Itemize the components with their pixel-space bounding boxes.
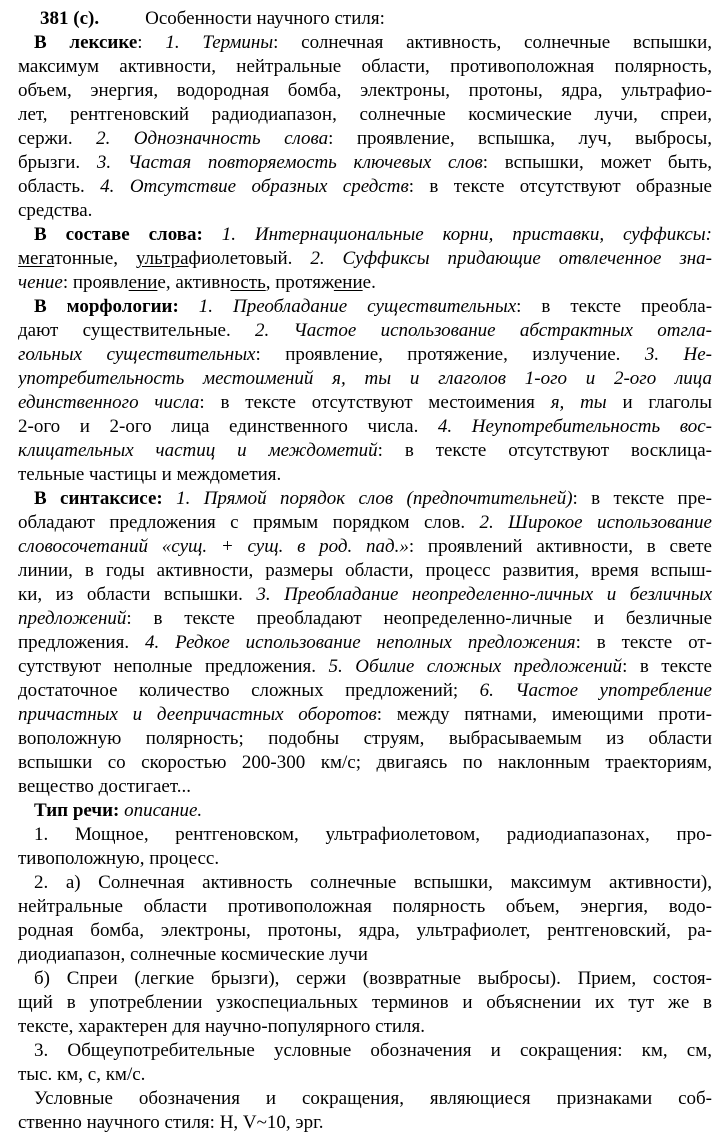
text-line [18, 607, 712, 631]
text: достаточное количество сложных предложений; [18, 680, 480, 701]
text: тексте, характерен для научно-популярного стиля. [18, 1016, 426, 1037]
italic-text: причастных и деепричастных оборотов [18, 704, 377, 725]
bold-text: 381 (с). [40, 8, 100, 29]
text: тельные частицы и междометия. [18, 464, 282, 485]
text-line [18, 487, 712, 511]
text: : проявл [62, 272, 129, 293]
text-line [18, 103, 712, 127]
text: 3. Общеупотребительные условные обозначения и сокращения: км, см, [34, 1040, 712, 1061]
underlined-text: ультра [135, 248, 189, 269]
bold-text: В морфологии: [34, 296, 179, 317]
text: е, активн [157, 272, 231, 293]
text: ки, из области вспышки. [18, 584, 257, 605]
text-line [18, 559, 712, 583]
text: тонные, [54, 248, 136, 269]
italic-text: гольных существительных [18, 344, 256, 365]
text-line [18, 799, 712, 823]
text: : в тексте отсутствуют местоимения [199, 392, 551, 413]
syntax-paragraph [18, 487, 712, 799]
text-line [18, 127, 712, 151]
text-line [18, 943, 712, 967]
text-line [18, 1039, 712, 1063]
italic-text: 6. Частое употребление [479, 680, 712, 701]
text-line [18, 535, 712, 559]
text: : солнечная активность, солнечные вспышки, [273, 32, 712, 53]
underlined-text: ени [128, 272, 158, 293]
text-line [18, 343, 712, 367]
text-line [18, 583, 712, 607]
text-line [18, 631, 712, 655]
text: воположную полярность; подобны струям, выбрасываемым из области [18, 728, 712, 749]
text: 2-ого и 2-ого лица единственного числа. [18, 416, 438, 437]
italic-text: 3. Не- [644, 344, 712, 365]
text-line [18, 703, 712, 727]
header-line [18, 7, 712, 31]
italic-text: 5. Обилие сложных предложений [328, 656, 623, 677]
text: : в тексте отсутствуют образные [408, 176, 712, 197]
text: сутствуют неполные предложения. [18, 656, 329, 677]
text [203, 224, 222, 245]
text: лет, рентгеновский радиодиапазон, солнечные космические лучи, спреи, [18, 104, 712, 125]
text: линии, в годы активности, размеры области, процесс развития, время вспыш- [18, 560, 712, 581]
text [179, 296, 199, 317]
bold-text: В синтаксисе: [34, 488, 163, 509]
text-line [18, 367, 712, 391]
notation-paragraph [18, 1087, 712, 1135]
text-line [18, 199, 712, 223]
text: : проявление, вспышка, луч, выбросы, [328, 128, 712, 149]
text-line [18, 895, 712, 919]
text-line [18, 823, 712, 847]
text: вспышки со скоростью 200-300 км/с; двигаясь по наклонным траекториям, [18, 752, 712, 773]
italic-text: 1. Преобладание существительных [198, 296, 517, 317]
speech-type-paragraph [18, 799, 712, 823]
text: область. [18, 176, 101, 197]
text-line [18, 31, 712, 55]
text-line [18, 511, 712, 535]
text-line [18, 55, 712, 79]
text-line [18, 295, 712, 319]
italic-text: единственного числа [18, 392, 200, 413]
text-line [18, 319, 712, 343]
text-line [18, 1063, 712, 1087]
bold-text: Тип речи: [34, 800, 120, 821]
underlined-text: ени [333, 272, 363, 293]
answer-1-paragraph [18, 823, 712, 871]
text-line [18, 439, 712, 463]
text: брызги. [18, 152, 97, 173]
lexis-paragraph [18, 31, 712, 223]
italic-text: 1. Термины [165, 32, 274, 53]
text: 2. а) Солнечная активность солнечные вспышки, максимум активности), [34, 872, 712, 893]
italic-text: 4. Неупотребительность вос- [437, 416, 712, 437]
text: ственно научного стиля: Н, V~10, эрг. [18, 1112, 324, 1133]
text: : в тексте преобладают неопределенно-личные и безличные [126, 608, 712, 629]
text: Особенности научного стиля: [145, 8, 385, 29]
text: нейтральные области противоположная полярность объем, энергия, водо- [18, 896, 712, 917]
text-line [18, 247, 712, 271]
italic-text: я, ты [550, 392, 607, 413]
underlined-text: мега [18, 248, 55, 269]
text: объем, энергия, водородная бомба, электроны, протоны, ядра, ультрафио- [18, 80, 712, 101]
answer-2b-paragraph [18, 967, 712, 1039]
text-line [18, 847, 712, 871]
text-line [18, 79, 712, 103]
text-line [18, 7, 712, 31]
text: обладают предложения с прямым порядком слов. [18, 512, 480, 533]
text: максимум активности, нейтральные области, противоположная полярность, [18, 56, 712, 77]
text-line [18, 1087, 712, 1111]
text: средства. [18, 200, 93, 221]
italic-text: предложений [18, 608, 127, 629]
italic-text: 1. Прямой порядок слов (предпочтительней) [176, 488, 573, 509]
italic-text: 2. Частое использование абстрактных отгла- [255, 320, 712, 341]
text: е. [362, 272, 376, 293]
answer-2a-paragraph [18, 871, 712, 967]
text: : вспышки, может быть, [482, 152, 712, 173]
text: : в тексте [622, 656, 712, 677]
text-line [18, 871, 712, 895]
bold-text: В составе слова: [34, 224, 203, 245]
text-line [18, 679, 712, 703]
text: : в тексте преобла- [516, 296, 712, 317]
text: вещество достигает... [18, 776, 191, 797]
text: б) Спреи (легкие брызги), сержи (возвратные выбросы). Прием, состоя- [34, 968, 712, 989]
text: : проявление, протяжение, излучение. [255, 344, 645, 365]
morphology-paragraph [18, 295, 712, 487]
text: : проявлений активности, в свете [408, 536, 712, 557]
text-line [18, 391, 712, 415]
bold-text: В лексике [34, 32, 138, 53]
text: родная бомба, электроны, протоны, ядра, ультрафиолет, рентгеновский, ра- [18, 920, 712, 941]
text-line [18, 919, 712, 943]
text: : между пятнами, имеющими проти- [376, 704, 712, 725]
text [163, 488, 176, 509]
text: : в тексте от- [575, 632, 712, 653]
text-line [18, 223, 712, 247]
italic-text: клицательных частиц и междометий [18, 440, 378, 461]
text: : [137, 32, 166, 53]
text-line [18, 271, 712, 295]
text-line [18, 175, 712, 199]
text: диодиапазон, солнечные космические лучи [18, 944, 368, 965]
text: фиолетовый. [188, 248, 311, 269]
text-line [18, 655, 712, 679]
answer-3-paragraph [18, 1039, 712, 1087]
italic-text: 2. Широкое использование [479, 512, 712, 533]
text: , протяж [265, 272, 334, 293]
text: предложения. [18, 632, 146, 653]
text-line [18, 1015, 712, 1039]
italic-text: описание. [124, 800, 203, 821]
italic-text: 3. Частая повторяемость ключевых слов [96, 152, 483, 173]
text: щий в употреблении узкоспециальных терминов и объяснении их тут же в [18, 992, 712, 1013]
italic-text: 1. Интернациональные корни, приставки, суффиксы: [221, 224, 712, 245]
underlined-text: ость [230, 272, 266, 293]
italic-text: 2. Однозначность слова [96, 128, 329, 149]
text-line [18, 463, 712, 487]
text: тыс. км, с, км/с. [18, 1064, 146, 1085]
text: : в тексте пре- [572, 488, 712, 509]
text: : в тексте отсутствуют восклица- [377, 440, 712, 461]
text: 1. Мощное, рентгеновском, ультрафиолетовом, радиодиапазонах, про- [34, 824, 712, 845]
text-line [18, 1111, 712, 1135]
text: дают существительные. [18, 320, 256, 341]
text: Условные обозначения и сокращения, являющиеся признаками соб- [34, 1088, 712, 1109]
italic-text: чение [18, 272, 63, 293]
text: и глаголы [606, 392, 712, 413]
text-line [18, 967, 712, 991]
text-line [18, 991, 712, 1015]
italic-text: 4. Редкое использование неполных предложения [145, 632, 576, 653]
italic-text: 2. Суффиксы придающие отвлеченное зна- [310, 248, 712, 269]
text: тивоположную, процесс. [18, 848, 220, 869]
italic-text: употребительность местоимений я, ты и глаголов 1-ого и 2-ого лица [18, 368, 712, 389]
text-line [18, 415, 712, 439]
italic-text: 4. Отсутствие образных средств [100, 176, 409, 197]
word-composition-paragraph [18, 223, 712, 295]
text: сержи. [18, 128, 97, 149]
text-line [18, 151, 712, 175]
text-line [18, 727, 712, 751]
italic-text: словосочетаний «сущ. + сущ. в род. пад.» [18, 536, 409, 557]
tab-space [99, 23, 145, 24]
italic-text: 3. Преобладание неопределенно-личных и безличных [256, 584, 712, 605]
text-line [18, 751, 712, 775]
text-line [18, 775, 712, 799]
